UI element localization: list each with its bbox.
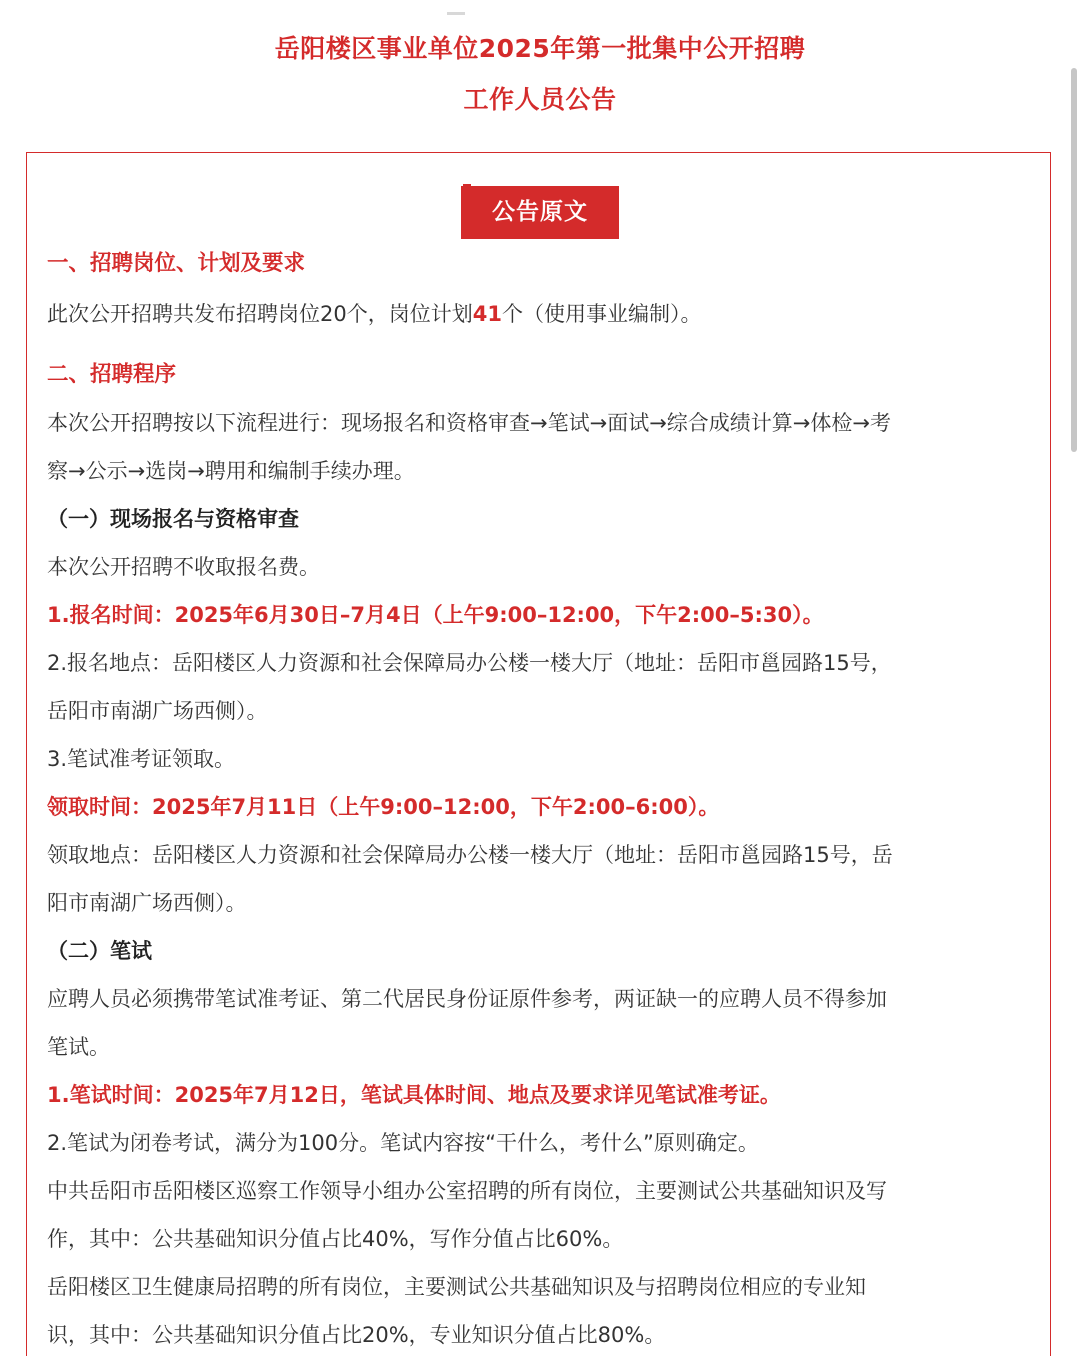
- exam-format: 2.笔试为闭卷考试，满分为100分。笔试内容按“干什么，考什么”原则确定。: [47, 1131, 759, 1155]
- exam-requirement-line2: 笔试。: [47, 1035, 110, 1059]
- section-heading-positions: 一、招聘岗位、计划及要求: [47, 251, 306, 276]
- registration-time: 1.报名时间：2025年6月30日–7月4日（上午9:00–12:00，下午2:00–5:30）。: [47, 603, 824, 627]
- procedure-flow-line2: 察→公示→选岗→聘用和编制手续办理。: [47, 459, 415, 483]
- exam-requirement-line1: 应聘人员必须携带笔试准考证、第二代居民身份证原件参考，两证缺一的应聘人员不得参加: [47, 987, 887, 1011]
- registration-fee: 本次公开招聘不收取报名费。: [47, 555, 320, 579]
- positions-summary-text: 此次公开招聘共发布招聘岗位20个，岗位计划: [47, 302, 473, 326]
- subsection-heading-written-exam: （二）笔试: [47, 939, 152, 963]
- admission-ticket-time: 领取时间：2025年7月11日（上午9:00–12:00，下午2:00–6:00）。: [47, 795, 720, 819]
- subsection-heading-registration: （一）现场报名与资格审查: [47, 507, 299, 531]
- exam-health-line1: 岳阳楼区卫生健康局招聘的所有岗位，主要测试公共基础知识及与招聘岗位相应的专业知: [47, 1275, 866, 1299]
- admission-ticket-place-line1: 领取地点：岳阳楼区人力资源和社会保障局办公楼一楼大厅（地址：岳阳市邕园路15号，岳: [47, 843, 893, 867]
- exam-xuncha-line1: 中共岳阳市岳阳楼区巡察工作领导小组办公室招聘的所有岗位，主要测试公共基础知识及写: [47, 1179, 887, 1203]
- original-text-header: 公告原文: [461, 186, 619, 239]
- positions-count: 41: [472, 302, 502, 326]
- exam-time: 1.笔试时间：2025年7月12日，笔试具体时间、地点及要求详见笔试准考证。: [47, 1083, 781, 1107]
- page-title-line2: 工作人员公告: [463, 85, 617, 114]
- exam-xuncha-line2: 作，其中：公共基础知识分值占比40%，写作分值占比60%。: [47, 1227, 624, 1251]
- page-title: 岳阳楼区事业单位2025年第一批集中公开招聘: [274, 34, 806, 63]
- exam-health-line2: 识，其中：公共基础知识分值占比20%，专业知识分值占比80%。: [47, 1323, 666, 1347]
- registration-place-line1: 2.报名地点：岳阳楼区人力资源和社会保障局办公楼一楼大厅（地址：岳阳市邕园路15号，: [47, 651, 892, 675]
- procedure-flow-line1: 本次公开招聘按以下流程进行：现场报名和资格审查→笔试→面试→综合成绩计算→体检→考: [47, 411, 891, 435]
- positions-summary: [47, 300, 701, 328]
- registration-place-line2: 岳阳市南湖广场西侧）。: [47, 699, 268, 723]
- admission-ticket-place-line2: 阳市南湖广场西侧）。: [47, 891, 247, 915]
- positions-summary-tail: 个（使用事业编制）。: [501, 302, 702, 326]
- section-heading-procedure: 二、招聘程序: [47, 362, 177, 387]
- scrollbar[interactable]: [1071, 68, 1077, 452]
- top-decoration: [447, 12, 465, 15]
- admission-ticket: 3.笔试准考证领取。: [47, 747, 236, 771]
